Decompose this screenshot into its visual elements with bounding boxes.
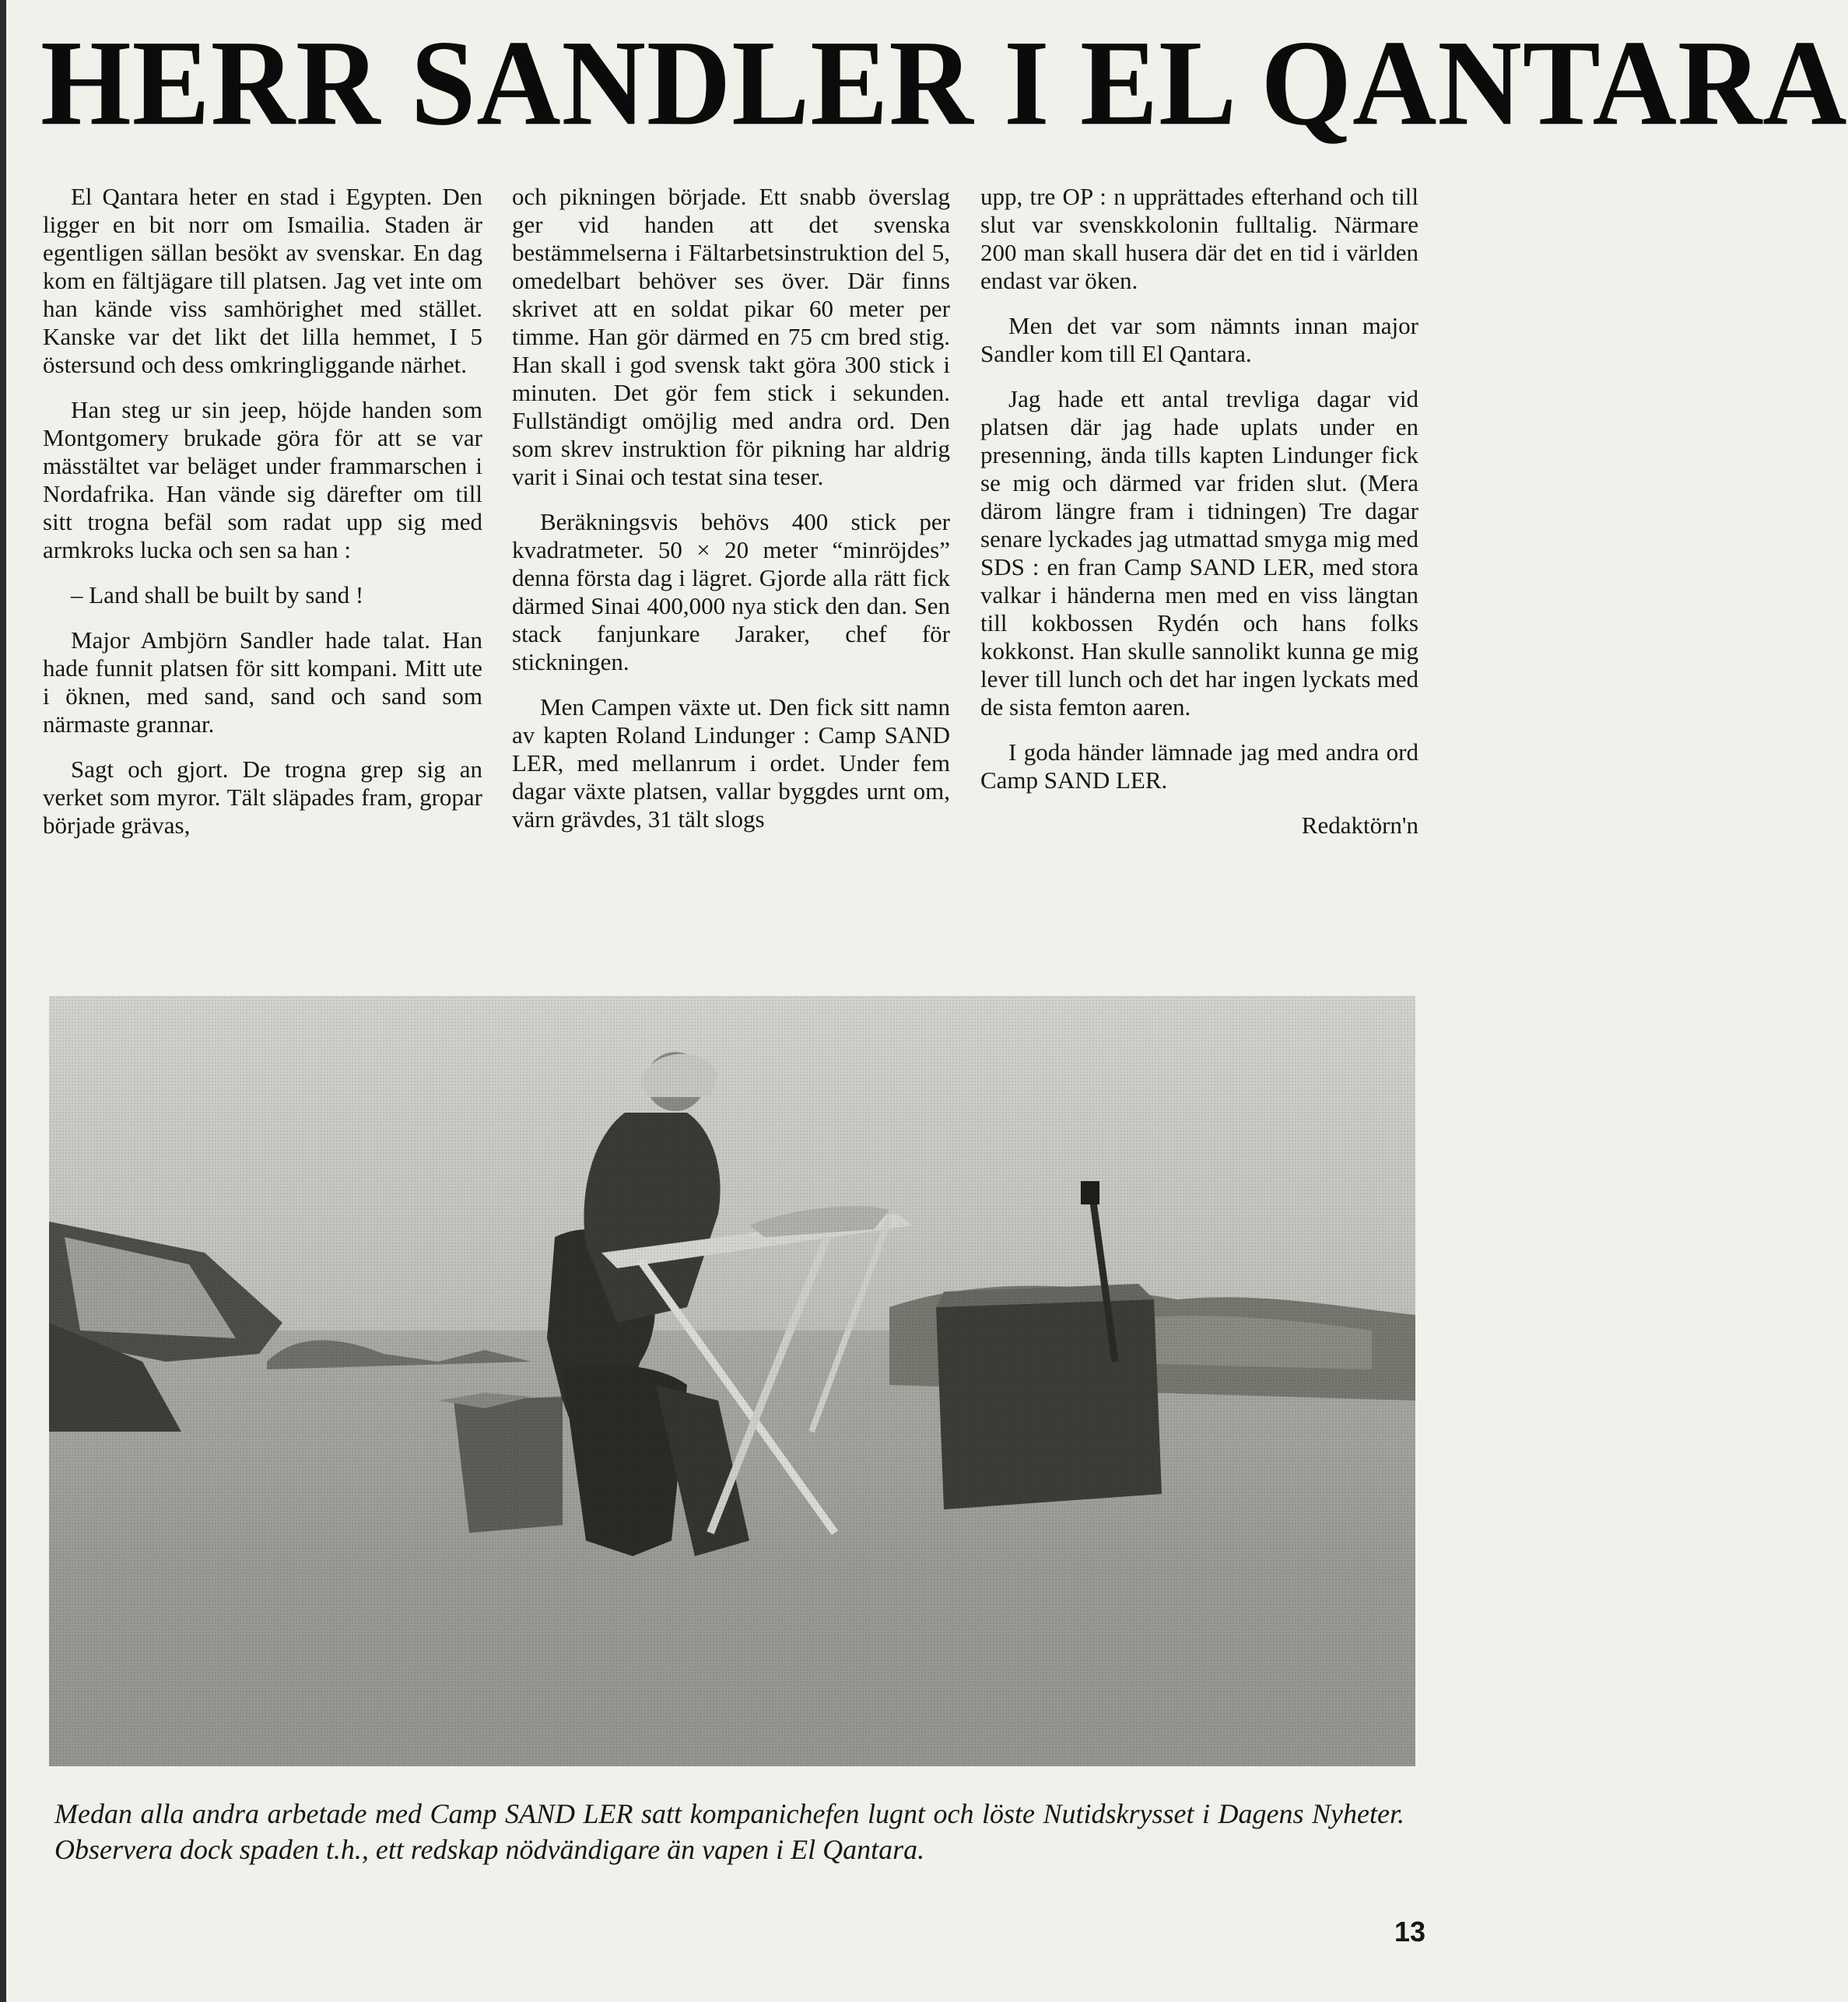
text-column-2 [512, 183, 950, 850]
paragraph: och pikningen började. Ett snabb överslag ger vid handen att det svenska bestämmelserna i Fältarbetsinstruktion del 5, omedelbart behöver ses över. Där finns skrivet att en soldat pikar 60 meter per timme. Han gör därmed en 75 cm bred stig. Han skall i god svensk takt göra 300 stick i minuten. Det gör fem stick i sekunden. Fullständigt omöjlig med andra ord. Den som skrev instruktion för pikning har aldrig varit i Sinai och testat sina teser. [512, 183, 950, 490]
text-column-3 [980, 183, 1418, 857]
author-signature: Redaktörn'n [1301, 812, 1418, 839]
article-photo [49, 996, 1415, 1766]
paragraph: Major Ambjörn Sandler hade talat. Han hade funnit platsen för sitt kompani. Mitt ute i öknen, med sand, sand och sand som närmaste grannar. [43, 626, 482, 738]
quote-paragraph: – Land shall be built by sand ! [71, 581, 364, 608]
paragraph: Sagt och gjort. De trogna grep sig an verket som myror. Tält släpades fram, gropar började grävas, [43, 756, 482, 839]
article-headline: HERR SANDLER I EL QANTARA [40, 15, 1848, 151]
page-binding-edge [0, 0, 6, 2002]
paragraph: I goda händer lämnade jag med andra ord Camp SAND LER. [980, 738, 1418, 794]
paragraph: Jag hade ett antal trevliga dagar vid platsen där jag hade uplats under en presenning, ända tills kapten Lindunger fick se mig och därmed var friden slut. (Mera därom längre fram i tidningen) Tre dagar senare lyckades jag utmattad smyga mig med SDS : en fran Camp SAND LER, med stora valkar i händerna men med en viss längtan till kokbossen Rydén och hans folks kokkonst. Han skulle sannolikt kunna ge mig lever till lunch och det har ingen lyckats med de sista femton aaren. [980, 385, 1418, 721]
paragraph: El Qantara heter en stad i Egypten. Den ligger en bit norr om Ismailia. Staden är egentligen sällan besökt av svenskar. En dag kom en fältjägare till platsen. Jag vet inte om han kände viss samhörighet med stället. Kanske var det likt det lilla hemmet, I 5 östersund och dess omkringliggande närhet. [43, 183, 482, 378]
paragraph: Beräkningsvis behövs 400 stick per kvadratmeter. 50 × 20 meter “minröjdes” denna första dag i lägret. Gjorde alla rätt fick därmed Sinai 400,000 nya stick den dan. Sen stack fanjunkare Jaraker, chef för stickningen. [512, 508, 950, 675]
paragraph: Men det var som nämnts innan major Sandler kom till El Qantara. [980, 312, 1418, 367]
photo-caption: Medan alla andra arbetade med Camp SAND LER satt kompanichefen lugnt och löste Nutidskrysset i Dagens Nyheter. Observera dock spaden t.h., ett redskap nödvändigare än vapen i El Qantara. [54, 1798, 1404, 1865]
paragraph: Han steg ur sin jeep, höjde handen som Montgomery brukade göra för att se var mässtältet var beläget under frammarschen i Nordafrika. Han vände sig därefter om till sitt trogna befäl som radat upp sig med armkroks lucka och sen sa han : [43, 396, 482, 563]
paragraph: Men Campen växte ut. Den fick sitt namn av kapten Roland Lindunger : Camp SAND LER, med mellanrum i ordet. Under fem dagar växte platsen, vallar byggdes urnt om, värn grävdes, 31 tält slogs [512, 693, 950, 833]
page-number: 13 [1394, 1916, 1425, 1948]
paragraph: upp, tre OP : n upprättades efterhand och till slut var svenskkolonin fulltalig. Närmare 200 man skall husera där det en tid i världen endast var öken. [980, 183, 1418, 294]
photo-illustration [49, 996, 1415, 1766]
text-column-1 [43, 183, 482, 857]
